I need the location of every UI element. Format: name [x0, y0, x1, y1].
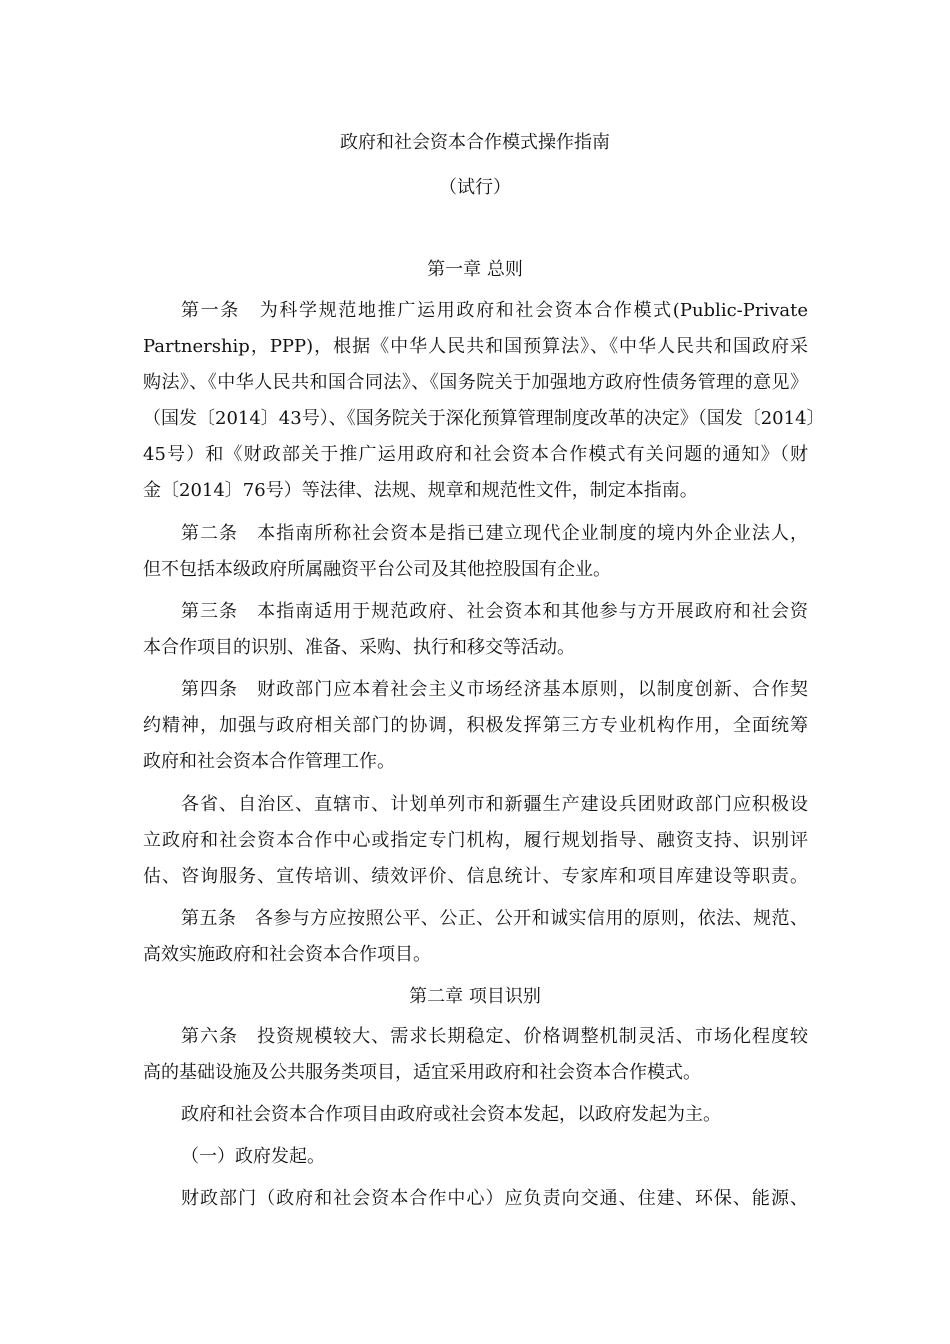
- paragraph-line: （一）政府发起。: [181, 1146, 325, 1167]
- paragraph-line: 第五条 各参与方应按照公平、公正、公开和诚实信用的原则，依法、规范、: [181, 908, 808, 929]
- paragraph-line: （国发〔2014〕43号）、《国务院关于深化预算管理制度改革的决定》（国发〔2014〕: [143, 408, 825, 429]
- paragraph-line: 第二条 本指南所称社会资本是指已建立现代企业制度的境内外企业法人，: [181, 523, 808, 544]
- paragraph-line: 估、咨询服务、宣传培训、绩效评价、信息统计、专家库和项目库建设等职责。: [143, 866, 808, 887]
- document-title: 政府和社会资本合作模式操作指南: [340, 132, 610, 153]
- paragraph-line: 约精神，加强与政府相关部门的协调，积极发挥第三方专业机构作用，全面统筹: [143, 715, 808, 736]
- paragraph-line: 第六条 投资规模较大、需求长期稳定、价格调整机制灵活、市场化程度较: [181, 1026, 808, 1047]
- chapter-1-heading: 第一章 总则: [427, 259, 523, 280]
- paragraph-line: 各省、自治区、直辖市、计划单列市和新疆生产建设兵团财政部门应积极设: [181, 794, 808, 815]
- paragraph-line: 高的基础设施及公共服务类项目，适宜采用政府和社会资本合作模式。: [143, 1062, 701, 1083]
- paragraph-line: 高效实施政府和社会资本合作项目。: [143, 944, 431, 965]
- chapter-2-heading: 第二章 项目识别: [409, 986, 541, 1007]
- paragraph-line: 45号）和《财政部关于推广运用政府和社会资本合作模式有关问题的通知》（财: [143, 444, 808, 465]
- paragraph-line: 政府和社会资本合作项目由政府或社会资本发起，以政府发起为主。: [181, 1104, 721, 1125]
- paragraph-line: 财政部门（政府和社会资本合作中心）应负责向交通、住建、环保、能源、: [181, 1188, 808, 1209]
- paragraph-line: 立政府和社会资本合作中心或指定专门机构，履行规划指导、融资支持、识别评: [143, 830, 808, 851]
- paragraph-line: 第四条 财政部门应本着社会主义市场经济基本原则，以制度创新、合作契: [181, 679, 808, 700]
- paragraph-line: 本合作项目的识别、准备、采购、执行和移交等活动。: [143, 637, 575, 658]
- paragraph-line: 第三条 本指南适用于规范政府、社会资本和其他参与方开展政府和社会资: [181, 601, 808, 622]
- paragraph-line: 购法》、《中华人民共和国合同法》、《国务院关于加强地方政府性债务管理的意见》: [143, 372, 808, 393]
- paragraph-line: 金〔2014〕76号）等法律、法规、规章和规范性文件，制定本指南。: [143, 480, 698, 501]
- paragraph-line: 政府和社会资本合作管理工作。: [143, 751, 395, 772]
- paragraph-line: 但不包括本级政府所属融资平台公司及其他控股国有企业。: [143, 559, 611, 580]
- paragraph-line: Partnership，PPP)，根据《中华人民共和国预算法》、《中华人民共和国政府采: [143, 336, 808, 357]
- paragraph-line: 第一条 为科学规范地推广运用政府和社会资本合作模式(Public-Private: [181, 300, 808, 321]
- document-subtitle: （试行）: [439, 177, 511, 198]
